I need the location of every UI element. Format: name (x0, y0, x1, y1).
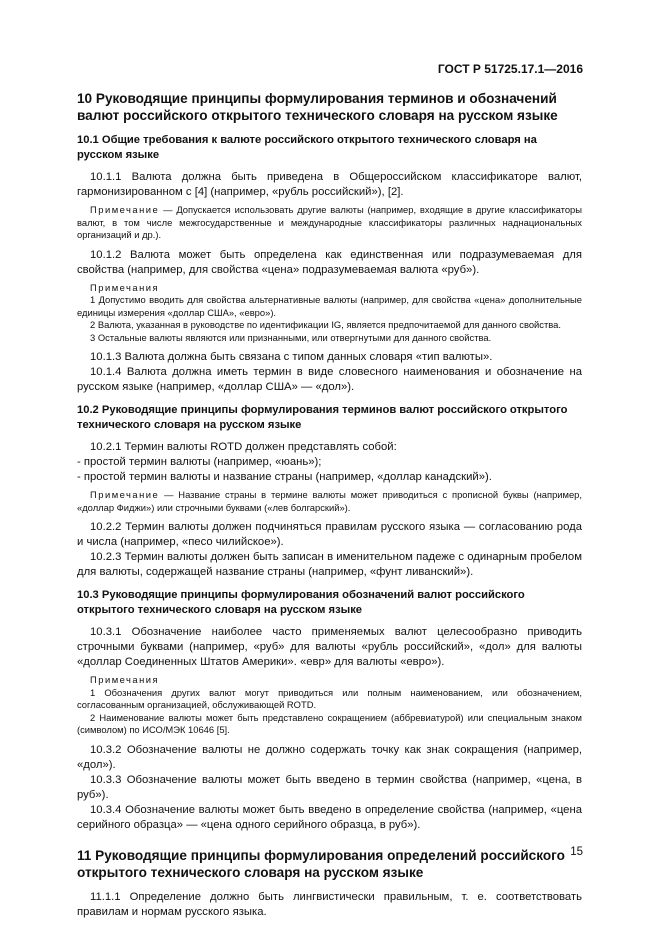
note-item: 1 Допустимо вводить для свойства альтернативные валюты (например, для свойства «цена» дополнительные единицы измерения «доллар США», «евро»). (77, 294, 582, 318)
paragraph-10-2-1: 10.2.1 Термин валюты ROTD должен представлять собой: (90, 441, 397, 453)
paragraph-11-1-1: 11.1.1 Определение должно быть лингвистически правильным, т. е. соответствовать правилам и нормам русского языка. (77, 890, 582, 918)
note-item: 2 Валюта, указанная в руководстве по идентификации IG, является предпочитаемой для данного свойства. (90, 319, 561, 330)
list-item: - простой термин валюты и название страны (например, «доллар канадский»). (77, 471, 492, 483)
notes-title: Примечания (90, 281, 160, 293)
note-10-1-1 (77, 204, 582, 242)
note-text: — Допускается использовать другие валюты (например, входящие в другие классификаторы валют, в том числе межгосударственные и международные классификаторы различных наднациональных организаций и др.). (77, 204, 582, 240)
note-item: 1 Обозначения других валют могут приводиться или полным наименованием, или обозначением, согласованным организацией, обслуживающей ROTD. (77, 686, 582, 710)
notes-title: Примечания (90, 674, 160, 685)
page-content (77, 90, 582, 920)
paragraph-10-2-3: 10.2.3 Термин валюты должен быть записан в именительном падеже с одинарным пробелом для валюты, содержащей название страны (например, «фунт ливанский»). (77, 551, 582, 578)
subsection-10-3-heading: 10.3 Руководящие принципы формулирования обозначений валют российского открытого технического словаря на русском языке (77, 589, 525, 616)
note-item: 2 Наименование валюты может быть представлено сокращением (аббревиатурой) или специальным знаком (символом) по ИСО/МЭК 10646 [5]. (77, 711, 582, 735)
subsection-10-1-heading: 10.1 Общие требования к валюте российского открытого технического словаря на русском языке (77, 134, 537, 161)
note-label: Примечание (90, 489, 160, 500)
subsection-10-2-heading: 10.2 Руководящие принципы формулирования терминов валют российского открытого технического словаря на русском языке (77, 404, 568, 431)
paragraph-10-1-3: 10.1.3 Валюта должна быть связана с типом данных словаря «тип валюты». (90, 351, 493, 363)
list-item: - простой термин валюты (например, «юань»); (77, 456, 322, 468)
note-text: — Название страны в термине валюты может приводиться с прописной буквы (например, «доллар Фиджи») или строчными буквами («лев болгарский»). (77, 489, 582, 513)
paragraph-10-3-2: 10.3.2 Обозначение валюты не должно содержать точку как знак сокращения (например, «дол»). (77, 743, 582, 771)
page-number: 15 (570, 846, 583, 858)
paragraph-10-3-4: 10.3.4 Обозначение валюты может быть введено в определение свойства (например, «цена серийного образца» — «цена одного серийного образца, в руб»). (77, 803, 582, 831)
note-item: 3 Остальные валюты являются или признанными, или отвергнутыми для данного свойства. (90, 331, 492, 343)
note-label: Примечание (90, 204, 160, 215)
paragraph-10-1-2: 10.1.2 Валюта может быть определена как единственная или подразумеваемая для свойства (например, для свойства «цена» подразумеваемая валюта «руб»). (77, 248, 582, 276)
paragraph-10-1-1: 10.1.1 Валюта должна быть приведена в Общероссийском классификаторе валют, гармонизированном с [4] (например, «рубль российский»), [2]. (77, 171, 582, 198)
note-10-2-1 (77, 489, 582, 514)
document-number: ГОСТ Р 51725.17.1—2016 (437, 62, 583, 76)
paragraph-10-3-3: 10.3.3 Обозначение валюты может быть введено в термин свойства (например, «цена, в руб»). (77, 773, 582, 801)
paragraph-10-3-1: 10.3.1 Обозначение наиболее часто применяемых валют целесообразно приводить строчными буквами (например, «руб» для валюты «рубль российский», «дол» для валюты «доллар Соединенных Штатов Америки». «евр» для валюты «евро»). (77, 626, 582, 668)
section-10-heading: 10 Руководящие принципы формулирования терминов и обозначений валют российского открытого технического словаря на русском языке (77, 91, 558, 123)
paragraph-10-1-4: 10.1.4 Валюта должна иметь термин в виде словесного наименования и обозначение на русском языке (например, «доллар США» — «дол»). (77, 366, 582, 393)
section-11-heading: 11 Руководящие принципы формулирования определений российского открытого технического словаря на русском языке (77, 847, 565, 880)
paragraph-10-2-2: 10.2.2 Термин валюты должен подчиняться правилам русского языка — согласованию рода и числа (например, «песо чилийское»). (77, 521, 582, 548)
